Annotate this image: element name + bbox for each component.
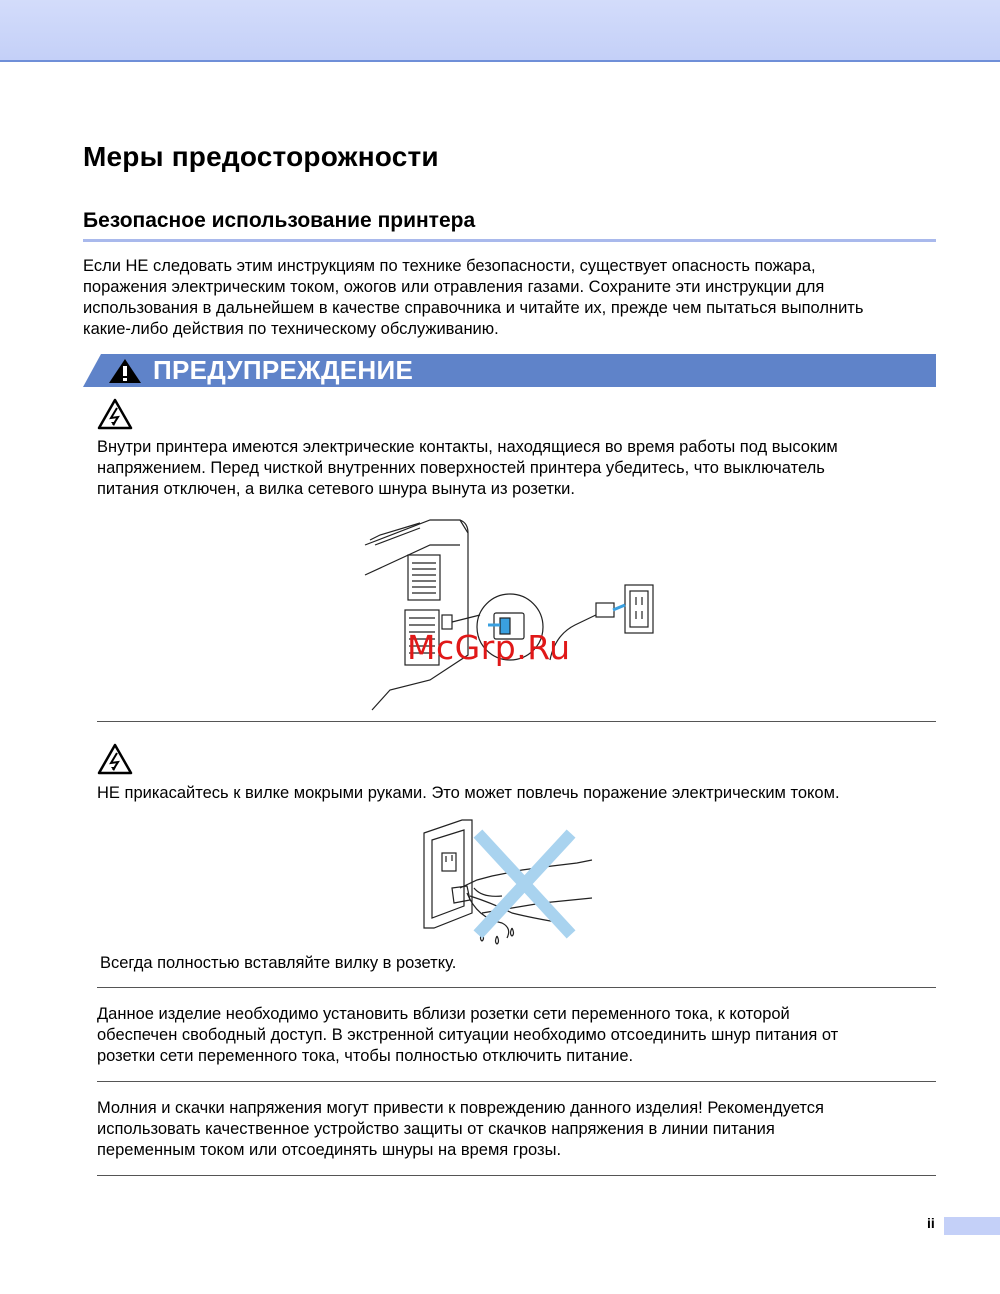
page-number-tab — [944, 1217, 1000, 1235]
divider-1 — [97, 721, 936, 722]
page-header-band — [0, 0, 1000, 62]
warning-title: ПРЕДУПРЕЖДЕНИЕ — [153, 355, 414, 385]
warning-text-ac-outlet: Данное изделие необходимо установить вблизи розетки сети переменного тока, к которой обеспечен свободный доступ. В экстренной ситуации необходимо отсоединить шнур питания от розетки сети переменного тока, чтобы полностью отключить питание. — [97, 1005, 839, 1065]
intro-paragraph: Если НЕ следовать этим инструкциям по технике безопасности, существует опасность пожара, поражения электрическим током, ожогов или отравления газами. Сохраните эти инструкции для использования в дальнейшем в качестве справочника и читайте их, прежде чем пытаться выполнить какие-либо действия по техническому обслуживанию. — [83, 257, 864, 338]
divider-4 — [97, 1175, 936, 1176]
page-title: Меры предосторожности — [83, 141, 439, 172]
warning-triangle-icon — [108, 358, 142, 384]
warning-text-lightning: Молния и скачки напряжения могут привести к повреждению данного изделия! Рекомендуется использовать качественное устройство защиты от скачков напряжения в линии питания переменным током или отсоединять шнуры на время грозы. — [97, 1099, 824, 1159]
section-title: Безопасное использование принтера — [83, 209, 476, 232]
wet-hand-plug-illustration — [412, 818, 602, 953]
warning-text-wet-hands: НЕ прикасайтесь к вилке мокрыми руками. Это может повлечь поражение электрическим током. — [97, 784, 840, 802]
section-title-underline — [83, 239, 936, 242]
printer-power-illustration — [360, 515, 670, 715]
divider-3 — [97, 1081, 936, 1082]
watermark-text: McGrp.Ru — [407, 628, 571, 667]
warning-text-contacts: Внутри принтера имеются электрические контакты, находящиеся во время работы под высоким напряжением. Перед чисткой внутренних поверхностей принтера убедитесь, что выключатель питания отключен, а вилка сетевого шнура вынута из розетки. — [97, 438, 838, 498]
page-number: ii — [927, 1215, 935, 1231]
warning-text-insert-plug: Всегда полностью вставляйте вилку в розетку. — [100, 954, 457, 972]
warning-bar-notch — [83, 354, 101, 387]
electric-shock-icon — [97, 398, 133, 430]
electric-shock-icon — [97, 743, 133, 775]
divider-2 — [97, 987, 936, 988]
